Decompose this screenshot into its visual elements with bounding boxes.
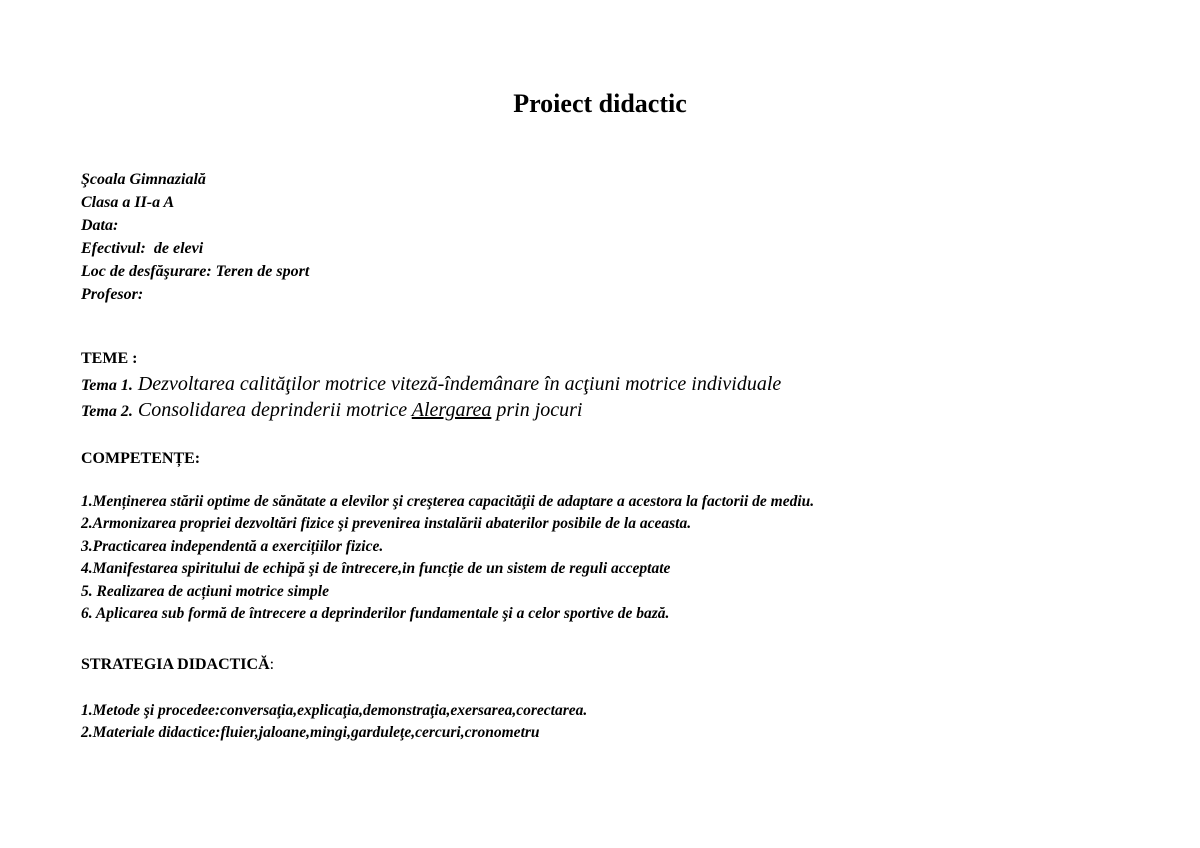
- list-item: 1.Metode şi procedee:conversaţia,explicaţia,demonstraţia,exersarea,corectarea.: [81, 702, 588, 719]
- list-item: 1.Menținerea stării optime de sănătate a elevilor şi creşterea capacităţii de adaptare a acestora la factorii de mediu.: [81, 493, 815, 510]
- tema-1-line: [81, 371, 781, 399]
- strategia-heading: [81, 654, 274, 676]
- list-item: 6. Aplicarea sub formă de întrecere a deprinderilor fundamentale şi a celor sportive de bază.: [81, 605, 670, 623]
- tema-1-text: Dezvoltarea calităţilor motrice viteză-îndemânare în acţiuni motrice individuale: [132, 373, 782, 395]
- tema-2-text-after: prin jocuri: [491, 399, 583, 421]
- competente-list: [81, 491, 814, 625]
- tema-2-text-before: Consolidarea deprinderii motrice: [132, 399, 412, 421]
- tema-2-line: [81, 397, 582, 425]
- strategia-list: [81, 700, 587, 745]
- strategia-heading-colon: :: [269, 656, 275, 673]
- info-class: Clasa a II-a A: [81, 194, 175, 211]
- document-title: Proiect didactic: [513, 89, 687, 118]
- info-date: Data:: [81, 217, 119, 234]
- tema-2-text-underlined: Alergarea: [411, 399, 492, 421]
- strategia-heading-text: STRATEGIA DIDACTICĂ: [81, 656, 270, 673]
- info-headcount: Efectivul: de elevi: [81, 240, 204, 257]
- list-item: 3.Practicarea independentă a exercițiilor fizice.: [81, 537, 384, 555]
- tema-1-label: Tema 1.: [81, 377, 133, 394]
- teme-heading: TEME :: [81, 350, 138, 367]
- list-item: 5. Realizarea de acțiuni motrice simple: [81, 582, 329, 600]
- competente-heading: COMPETENȚE:: [81, 450, 201, 467]
- tema-2-label: Tema 2.: [81, 403, 133, 420]
- info-location: Loc de desfăşurare: Teren de sport: [81, 263, 310, 280]
- list-item: 2.Armonizarea propriei dezvoltări fizice şi prevenirea instalării abaterilor posibile de la aceasta.: [81, 515, 692, 533]
- school-info-block: [81, 168, 309, 306]
- list-item: 4.Manifestarea spiritului de echipă şi de întrecere,in funcție de un sistem de reguli acceptate: [81, 560, 671, 578]
- info-school: Şcoala Gimnazială: [81, 171, 206, 188]
- info-teacher: Profesor:: [81, 286, 144, 303]
- list-item: 2.Materiale didactice:fluier,jaloane,mingi,garduleţe,cercuri,cronometru: [81, 724, 540, 742]
